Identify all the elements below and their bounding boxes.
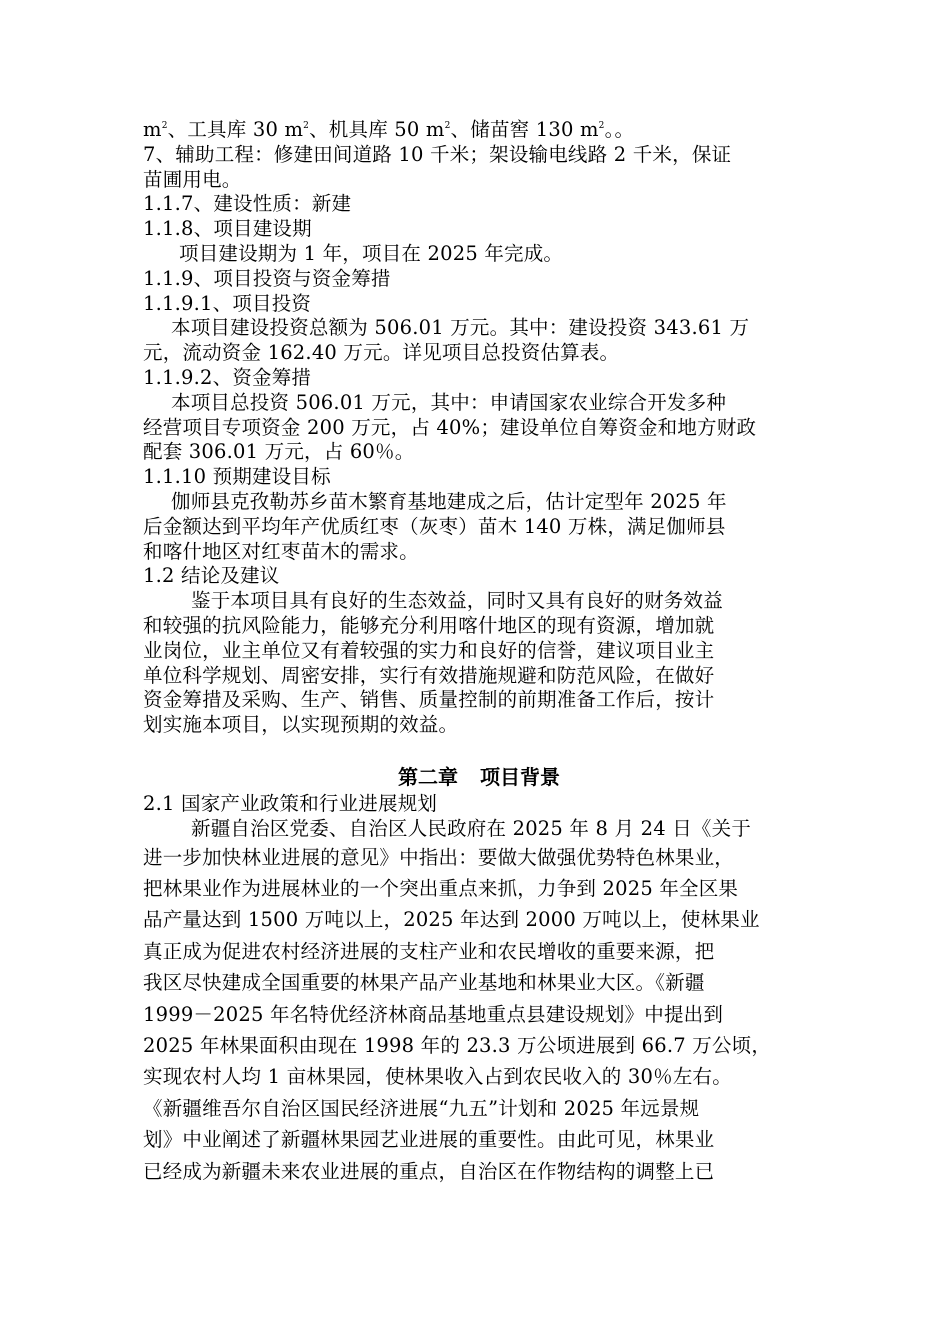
text-line: 单位科学规划、周密安排，实行有效措施规避和防范风险，在做好 bbox=[143, 663, 715, 687]
document-page bbox=[143, 118, 815, 1187]
superscript-2: 2 bbox=[444, 121, 451, 131]
text-line: 鉴于本项目具有良好的生态效益，同时又具有良好的财务效益 bbox=[191, 589, 723, 613]
text-line: 1.1.9、项目投资与资金筹措 bbox=[143, 266, 391, 290]
chapter-text bbox=[143, 792, 815, 842]
text-line: 进一步加快林业进展的意见》中指出：要做大做强优势特色林果业， bbox=[143, 845, 735, 869]
text-line: 1.1.9.2、资金筹措 bbox=[143, 365, 312, 389]
unit-text: m bbox=[143, 118, 162, 141]
text-line: 7、辅助工程：修建田间道路 10 千米；架设输电线路 2 千米，保证 bbox=[143, 142, 732, 166]
text-line: 资金筹措及采购、生产、销售、质量控制的前期准备工作后，按计 bbox=[143, 688, 715, 712]
text-line: 新疆自治区党委、自治区人民政府在 2025 年 8 月 24 日《关于 bbox=[191, 816, 752, 840]
section-heading: 1.1.8、项目建设期 bbox=[143, 217, 312, 241]
unit-text: 。。 bbox=[604, 118, 635, 141]
section-heading: 1.1.7、建设性质：新建 bbox=[143, 192, 352, 216]
body-text bbox=[143, 242, 815, 738]
text-line: 我区尽快建成全国重要的林果产品产业基地和林果业大区。《新疆 bbox=[143, 971, 705, 995]
text-line: 本项目总投资 506.01 万元，其中：申请国家农业综合开发多种 bbox=[171, 390, 727, 414]
text-line: 本项目建设投资总额为 506.01 万元。其中：建设投资 343.61 万 bbox=[171, 316, 750, 340]
unit-line bbox=[143, 118, 815, 143]
unit-text: 、工具库 30 m bbox=[167, 118, 304, 141]
text-line: 和喀什地区对红枣苗木的需求。 bbox=[143, 539, 419, 563]
superscript-2: 2 bbox=[598, 121, 605, 131]
text-line: 已经成为新疆未来农业进展的重点，自治区在作物结构的调整上已 bbox=[143, 1159, 715, 1183]
superscript-2: 2 bbox=[161, 121, 168, 131]
superscript-2: 2 bbox=[303, 121, 310, 131]
text-line: 业岗位，业主单位又有着较强的实力和良好的信誉，建议项目业主 bbox=[143, 638, 715, 662]
text-line: 1.1.10 预期建设目标 bbox=[143, 465, 331, 489]
text-line: 苗圃用电。 bbox=[143, 167, 242, 191]
text-line: 和较强的抗风险能力，能够充分利用喀什地区的现有资源，增加就 bbox=[143, 613, 715, 637]
text-line: 配套 306.01 万元，占 60％。 bbox=[143, 440, 415, 464]
text-line: 2.1 国家产业政策和行业进展规划 bbox=[143, 791, 438, 815]
text-line: 伽师县克孜勒苏乡苗木繁育基地建成之后，估计定型年 2025 年 bbox=[171, 489, 727, 513]
text-line: 经营项目专项资金 200 万元，占 40%；建设单位自筹资金和地方财政 bbox=[143, 415, 757, 439]
text-line: 划》中业阐述了新疆林果园艺业进展的重要性。由此可见，林果业 bbox=[143, 1128, 715, 1152]
text-line: 实现农村人均 1 亩林果园，使林果收入占到农民收入的 30％左右。 bbox=[143, 1065, 732, 1089]
text-line: 1.2 结论及建议 bbox=[143, 564, 280, 588]
text-line: 真正成为促进农村经济进展的支柱产业和农民增收的重要来源，把 bbox=[143, 939, 715, 963]
text-line: 品产量达到 1500 万吨以上，2025 年达到 2000 万吨以上，使林果业 bbox=[143, 908, 760, 932]
text-line: 后金额达到平均年产优质红枣（灰枣）苗木 140 万株，满足伽师县 bbox=[143, 514, 726, 538]
unit-text: 、储苗窖 130 m bbox=[450, 118, 599, 141]
text-line: 项目建设期为 1 年，项目在 2025 年完成。 bbox=[179, 241, 564, 265]
chapter-number: 第二章 bbox=[398, 764, 458, 789]
text-line: 把林果业作为进展林业的一个突出重点来抓，力争到 2025 年全区果 bbox=[143, 876, 739, 900]
chapter-title: 项目背景 bbox=[480, 764, 560, 789]
text-line: 划实施本项目，以实现预期的效益。 bbox=[143, 713, 459, 737]
text-line: 1999－2025 年名特优经济林商品基地重点县建设规划》中提出到 bbox=[143, 1002, 724, 1026]
text-line: 1.1.9.1、项目投资 bbox=[143, 291, 312, 315]
unit-text: 、机具库 50 m bbox=[309, 118, 445, 141]
text-line: 《新疆维吾尔自治区国民经济进展“九五”计划和 2025 年远景规 bbox=[143, 1096, 700, 1120]
chapter-paragraph bbox=[143, 842, 815, 1187]
text-line: 元，流动资金 162.40 万元。详见项目总投资估算表。 bbox=[143, 341, 620, 365]
chapter-heading bbox=[143, 762, 815, 792]
text-line: 2025 年林果面积由现在 1998 年的 23.3 万公顷进展到 66.7 万公顷， bbox=[143, 1033, 772, 1057]
